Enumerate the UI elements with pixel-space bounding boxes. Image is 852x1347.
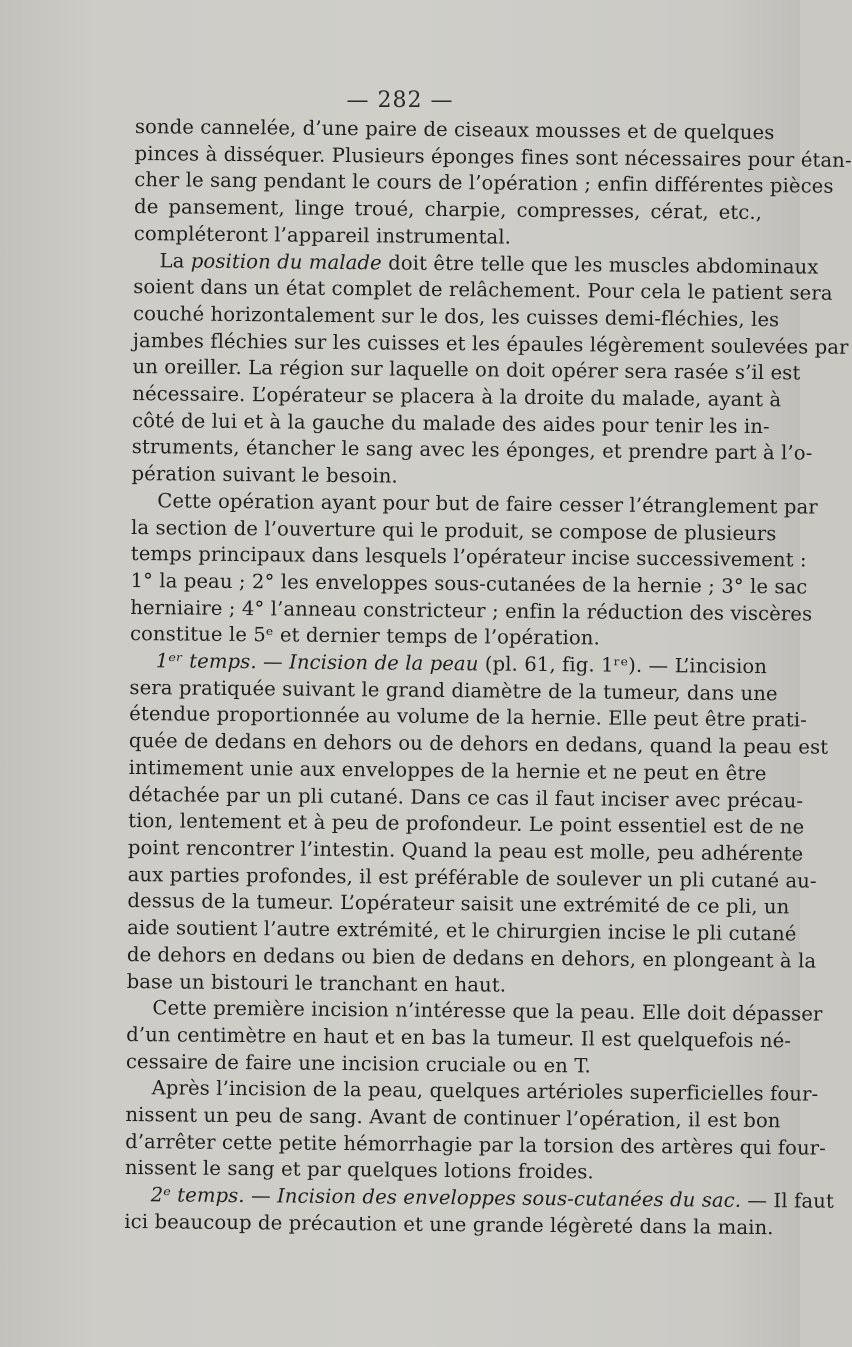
paragraph-first-incision: [125, 995, 823, 1081]
text-line: la section de l’ouverture qui le produit, se compose de plusieurs: [130, 515, 777, 545]
text-line: d’arrêter cette petite hémorrhagie par la torsion des artères qui four-: [125, 1129, 827, 1160]
text-line: 1° la peau ; 2° les enveloppes sous-cutanées de la hernie ; 3° le sac: [130, 568, 808, 599]
text-line: struments, étancher le sang avec les éponges, et prendre part à l’o-: [131, 435, 813, 465]
text-line: tion, lentement et à peu de profondeur. Le point essentiel est de ne: [128, 809, 805, 839]
text-line: étendue proportionnée au volume de la hernie. Elle peut être prati-: [129, 702, 807, 732]
text-line: quée de dedans en dehors ou de dehors en dedans, quand la peau est: [128, 729, 829, 759]
text-line: dessus de la tumeur. L’opérateur saisit une extrémité de ce pli, un: [127, 889, 790, 919]
line-tail: doit être telle que les muscles abdominaux: [388, 250, 819, 279]
text-line: cher le sang pendant le cours de l’opération ; enfin différentes pièces: [134, 168, 834, 199]
line-tail: (pl. 61, fig. 1ʳᵉ). — L’incision: [484, 652, 768, 679]
text-line: pinces à disséquer. Plusieurs éponges fines sont nécessaires pour étan-: [134, 141, 852, 172]
lead-italic: position du malade: [190, 249, 382, 274]
page-number: — 282 —: [346, 88, 454, 113]
text-line: Après l’incision de la peau, quelques artérioles superficielles four-: [151, 1076, 819, 1106]
text-line: herniaire ; 4° l’anneau constricteur ; enfin la réduction des viscères: [130, 595, 813, 626]
text-line: base un bistouri le tranchant en haut.: [126, 969, 507, 997]
line-tail: — Il faut: [747, 1189, 834, 1213]
paragraph-first-step: [126, 648, 829, 1001]
lead-italic: 1ᵉʳ temps. — Incision de la peau: [155, 649, 479, 676]
text-line: aide soutient l’autre extrémité, et le chirurgien incise le pli cutané: [127, 916, 797, 946]
body-text: [124, 114, 852, 1242]
text-line: d’un centimètre en haut et en bas la tumeur. Il est quelquefois né-: [126, 1022, 792, 1053]
text-line: sera pratiquée suivant le grand diamètre de la tumeur, dans une: [129, 675, 778, 705]
text-line: nissent le sang et par quelques lotions froides.: [124, 1156, 594, 1184]
paragraph-second-step: [124, 1182, 834, 1241]
paragraph-instruments: [133, 114, 852, 254]
text-line: sonde cannelée, d’une paire de ciseaux mousses et de quelques: [134, 114, 775, 145]
text-line: aux parties profondes, il est préférable de soulever un pli cutané au-: [127, 862, 817, 893]
text-line: point rencontrer l’intestin. Quand la peau est molle, peu adhérente: [127, 835, 804, 866]
text-line: constitue le 5ᵉ et dernier temps de l’opération.: [129, 622, 600, 650]
text-line: intimement unie aux enveloppes de la hernie et ne peut en être: [128, 755, 767, 785]
text-line: compléteront l’appareil instrumental.: [133, 221, 512, 249]
text-line: cessaire de faire une incision cruciale ou en T.: [125, 1049, 592, 1078]
text-line: nécessaire. L’opérateur se placera à la droite du malade, ayant à: [132, 382, 782, 412]
text-line: de dehors en dedans ou bien de dedans en dehors, en plongeant à la: [126, 942, 817, 973]
text-line: temps principaux dans lesquels l’opérateur incise successivement :: [130, 542, 807, 572]
text-line: Cette première incision n’intéresse que la peau. Elle doit dépasser: [152, 996, 823, 1026]
text-line: soient dans un état complet de relâchement. Pour cela le patient sera: [133, 275, 833, 305]
text-line: côté de lui et à la gauche du malade des aides pour tenir les in-: [131, 408, 770, 438]
lead-italic: 2ᵉ temps. — Incision des enveloppes sous-cutanées du sac.: [150, 1183, 742, 1212]
text-line: détachée par un pli cutané. Dans ce cas il faut inciser avec précau-: [128, 782, 804, 813]
text-line: pération suivant le besoin.: [131, 462, 398, 488]
text-line: de pansement, linge troué, charpie, compresses, cérat, etc.,: [134, 195, 763, 225]
text-line: un oreiller. La région sur laquelle on doit opérer sera rasée s’il est: [132, 355, 801, 385]
text-line: jambes fléchies sur les cuisses et les épaules légèrement soulevées par: [132, 328, 849, 359]
text-line: nissent un peu de sang. Avant de continuer l’opération, il est bon: [125, 1102, 781, 1133]
text-line: Cette opération ayant pour but de faire cesser l’étranglement par: [157, 489, 818, 519]
paragraph-operation-steps: [129, 488, 818, 654]
text-line: ici beaucoup de précaution et une grande légèreté dans la main.: [124, 1209, 774, 1240]
paragraph-position: [131, 248, 849, 494]
text-line: couché horizontalement sur le dos, les cuisses demi-fléchies, les: [132, 301, 780, 332]
paragraph-hemorrhage: [124, 1075, 827, 1188]
lead-text: La: [159, 248, 185, 272]
